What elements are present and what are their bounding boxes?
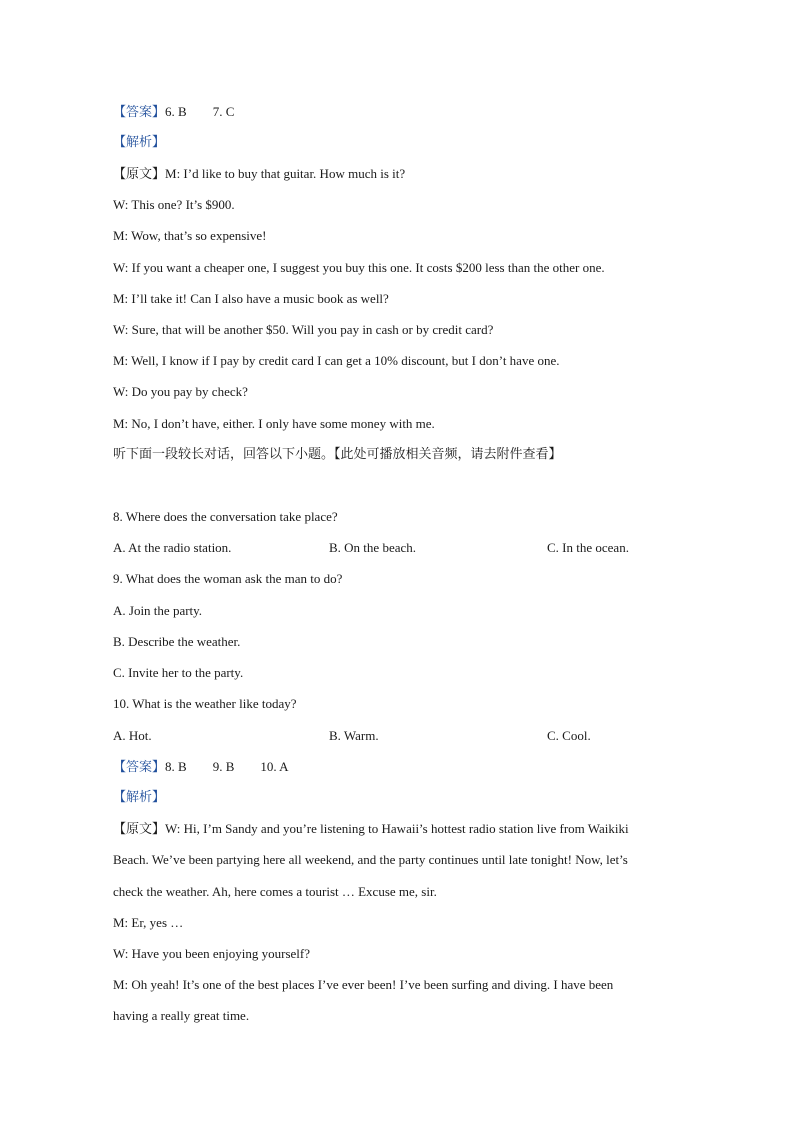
- dialogue-line: M: Er, yes …: [113, 915, 184, 930]
- analysis-tag: 【解析】: [113, 135, 166, 150]
- question-9-option-b: B. Describe the weather.: [113, 634, 241, 649]
- dialogue-line: W: Sure, that will be another $50. Will you pay in cash or by credit card?: [113, 322, 494, 337]
- analysis-tag: 【解析】: [113, 790, 166, 805]
- answer-7: 7. C: [212, 104, 235, 119]
- dialogue-text: M: I’d like to buy that guitar. How much is it?: [165, 166, 406, 181]
- question-9-option-a: A. Join the party.: [113, 603, 203, 618]
- dialogue-line: M: No, I don’t have, either. I only have some money with me.: [113, 416, 435, 431]
- transcript-line: [113, 821, 629, 838]
- dialogue-line: W: Have you been enjoying yourself?: [113, 946, 310, 961]
- dialogue-line: M: Wow, that’s so expensive!: [113, 228, 267, 243]
- dialogue-line: Beach. We’ve been partying here all weekend, and the party continues until late tonight! Now, let’s: [113, 852, 628, 867]
- dialogue-line: W: This one? It’s $900.: [113, 197, 235, 212]
- dialogue-line: M: Well, I know if I pay by credit card I can get a 10% discount, but I don’t have one.: [113, 353, 560, 368]
- dialogue-line: having a really great time.: [113, 1008, 250, 1023]
- option-b: B. Warm.: [329, 728, 379, 743]
- question-9-option-c: C. Invite her to the party.: [113, 665, 244, 680]
- answer-6: 6. B: [165, 104, 187, 119]
- answer-tag: 【答案】: [113, 760, 166, 775]
- answer-9: 9. B: [212, 759, 235, 774]
- transcript-line: [113, 166, 405, 183]
- answer-10: 10. A: [260, 759, 289, 774]
- dialogue-line: check the weather. Ah, here comes a tourist … Excuse me, sir.: [113, 884, 437, 899]
- dialogue-line: W: If you want a cheaper one, I suggest you buy this one. It costs $200 less than the other one.: [113, 260, 605, 275]
- dialogue-line: M: I’ll take it! Can I also have a music book as well?: [113, 291, 389, 306]
- question-9-stem: 9. What does the woman ask the man to do?: [113, 571, 343, 586]
- dialogue-text: W: Hi, I’m Sandy and you’re listening to Hawaii’s hottest radio station live from Waikiki: [165, 821, 629, 836]
- option-a: A. At the radio station.: [113, 540, 232, 555]
- option-b: B. On the beach.: [329, 540, 417, 555]
- original-tag: 【原文】: [113, 822, 166, 837]
- listening-instruction: 听下面一段较长对话，回答以下小题。【此处可播放相关音频，请去附件查看】: [113, 447, 562, 462]
- answer-8: 8. B: [165, 759, 187, 774]
- answer-line-6-7: [113, 104, 234, 121]
- dialogue-line: W: Do you pay by check?: [113, 384, 248, 399]
- question-10-stem: 10. What is the weather like today?: [113, 696, 297, 711]
- option-c: C. Cool.: [547, 728, 591, 743]
- answer-line-8-10: [113, 759, 289, 776]
- option-a: A. Hot.: [113, 728, 152, 743]
- original-tag: 【原文】: [113, 167, 166, 182]
- dialogue-line: M: Oh yeah! It’s one of the best places I’ve ever been! I’ve been surfing and diving. I have been: [113, 977, 614, 992]
- question-8-stem: 8. Where does the conversation take place?: [113, 509, 338, 524]
- option-c: C. In the ocean.: [547, 540, 629, 555]
- answer-tag: 【答案】: [113, 105, 166, 120]
